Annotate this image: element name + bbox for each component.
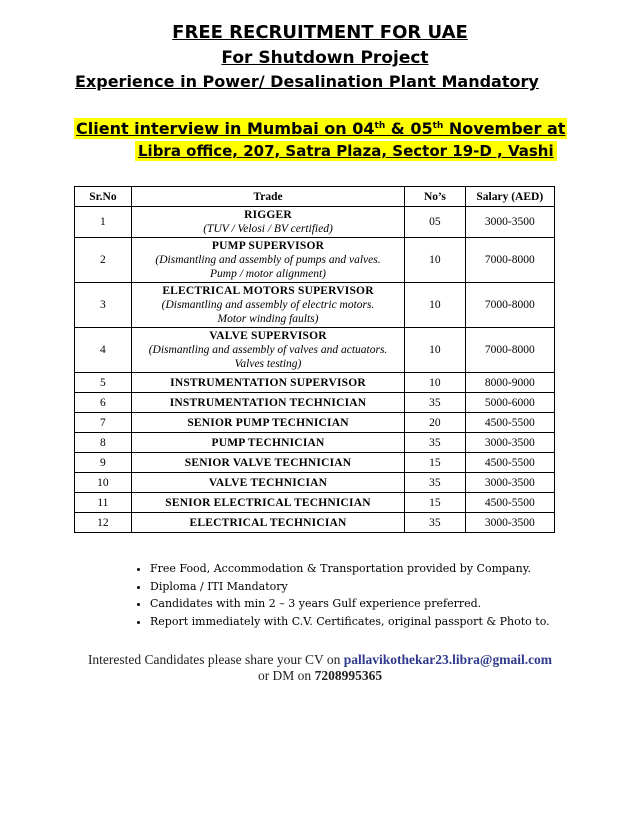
table-row: [75, 493, 555, 513]
cell-sr-no: 6: [75, 393, 132, 413]
cell-salary: 3000-3500: [465, 513, 554, 533]
table-row: [75, 207, 555, 238]
cell-salary: 7000-8000: [465, 238, 554, 283]
contact-text: Interested Candidates please share your CV on: [87, 652, 341, 667]
interview-text-c: November at: [443, 119, 566, 138]
cell-trade: [131, 393, 404, 413]
interview-text-b: & 05: [385, 119, 433, 138]
table-row: [75, 373, 555, 393]
cell-count: 10: [405, 283, 465, 328]
cell-salary: 8000-9000: [465, 373, 554, 393]
trade-note: Valves testing): [234, 358, 302, 370]
recruitment-table: [74, 186, 555, 533]
note-item: • Free Food, Accommodation & Transportation provided by Company.: [150, 560, 550, 578]
trade-name: SENIOR PUMP TECHNICIAN: [187, 416, 349, 429]
table-row: [75, 393, 555, 413]
trade-note: (Dismantling and assembly of valves and actuators.: [148, 344, 388, 356]
dm-text: or DM on: [257, 668, 312, 683]
cell-count: 10: [405, 373, 465, 393]
trade-name: VALVE TECHNICIAN: [208, 476, 328, 489]
contact-line-1: [0, 652, 640, 668]
cell-sr-no: 5: [75, 373, 132, 393]
cell-count: 35: [405, 433, 465, 453]
cell-trade: [131, 238, 404, 283]
cell-salary: 5000-6000: [465, 393, 554, 413]
trade-note: (TUV / Velosi / BV certified): [203, 223, 333, 235]
cell-count: 05: [405, 207, 465, 238]
note-item: • Diploma / ITI Mandatory: [150, 578, 550, 596]
cell-sr-no: 7: [75, 413, 132, 433]
cell-salary: 7000-8000: [465, 283, 554, 328]
cell-salary: 3000-3500: [465, 473, 554, 493]
experience-requirement: Experience in Power/ Desalination Plant Mandatory: [75, 72, 539, 91]
cell-salary: 3000-3500: [465, 207, 554, 238]
cell-sr-no: 10: [75, 473, 132, 493]
header-sr-no: Sr.No: [75, 187, 132, 207]
trade-name: SENIOR ELECTRICAL TECHNICIAN: [165, 496, 371, 509]
cell-trade: [131, 283, 404, 328]
table-row: [75, 433, 555, 453]
header-count: No’s: [405, 187, 465, 207]
trade-name: PUMP TECHNICIAN: [211, 436, 325, 449]
cell-trade: [131, 473, 404, 493]
trade-name: ELECTRICAL MOTORS SUPERVISOR: [162, 285, 374, 297]
table-body: [75, 207, 555, 533]
cell-sr-no: 1: [75, 207, 132, 238]
cell-count: 35: [405, 473, 465, 493]
notes-list: [128, 560, 550, 630]
trade-note: (Dismantling and assembly of electric motors.: [161, 299, 375, 311]
cell-sr-no: 9: [75, 453, 132, 473]
cell-salary: 3000-3500: [465, 433, 554, 453]
table-row: [75, 413, 555, 433]
cell-sr-no: 12: [75, 513, 132, 533]
page-subtitle: For Shutdown Project: [221, 48, 429, 68]
cell-trade: [131, 207, 404, 238]
phone-number[interactable]: 7208995365: [314, 668, 383, 683]
cell-trade: [131, 328, 404, 373]
interview-date-line: [74, 118, 567, 139]
page-title: FREE RECRUITMENT FOR UAE: [172, 22, 468, 43]
cell-count: 15: [405, 453, 465, 473]
trade-note: Pump / motor alignment): [210, 268, 326, 280]
table-row: [75, 238, 555, 283]
cell-trade: [131, 373, 404, 393]
cell-count: 10: [405, 328, 465, 373]
cell-salary: 4500-5500: [465, 413, 554, 433]
table-row: [75, 473, 555, 493]
trade-note: Motor winding faults): [217, 313, 319, 325]
cell-count: 20: [405, 413, 465, 433]
trade-name: INSTRUMENTATION SUPERVISOR: [170, 376, 366, 389]
cell-trade: [131, 413, 404, 433]
interview-text-a: Client interview in Mumbai on 04: [76, 119, 375, 138]
cell-trade: [131, 453, 404, 473]
trade-note: (Dismantling and assembly of pumps and valves.: [155, 254, 381, 266]
ordinal-sup-2: th: [432, 121, 444, 131]
cell-count: 35: [405, 393, 465, 413]
cell-sr-no: 2: [75, 238, 132, 283]
cell-sr-no: 3: [75, 283, 132, 328]
table-row: [75, 513, 555, 533]
trade-name: PUMP SUPERVISOR: [211, 240, 325, 252]
header-salary: Salary (AED): [465, 187, 554, 207]
cell-trade: [131, 513, 404, 533]
interview-venue-line: Libra office, 207, Satra Plaza, Sector 19-D , Vashi: [135, 141, 557, 161]
note-item: • Report immediately with C.V. Certificates, original passport & Photo to.: [150, 613, 550, 631]
cell-trade: [131, 493, 404, 513]
header-trade: Trade: [131, 187, 404, 207]
cell-count: 10: [405, 238, 465, 283]
cell-salary: 4500-5500: [465, 453, 554, 473]
cell-salary: 7000-8000: [465, 328, 554, 373]
email-link[interactable]: pallavikothekar23.libra@gmail.com: [343, 652, 553, 667]
cell-sr-no: 11: [75, 493, 132, 513]
contact-line-2: [0, 668, 640, 684]
cell-count: 15: [405, 493, 465, 513]
cell-sr-no: 8: [75, 433, 132, 453]
trade-name: SENIOR VALVE TECHNICIAN: [184, 456, 352, 469]
cell-sr-no: 4: [75, 328, 132, 373]
cell-salary: 4500-5500: [465, 493, 554, 513]
ordinal-sup-1: th: [374, 121, 386, 131]
table-header-row: [75, 187, 555, 207]
table-row: [75, 328, 555, 373]
cell-count: 35: [405, 513, 465, 533]
note-item: • Candidates with min 2 – 3 years Gulf experience preferred.: [150, 595, 550, 613]
trade-name: INSTRUMENTATION TECHNICIAN: [169, 396, 367, 409]
cell-trade: [131, 433, 404, 453]
table-row: [75, 453, 555, 473]
trade-name: VALVE SUPERVISOR: [209, 330, 327, 342]
table-row: [75, 283, 555, 328]
trade-name: ELECTRICAL TECHNICIAN: [189, 516, 347, 529]
trade-name: RIGGER: [244, 209, 292, 221]
